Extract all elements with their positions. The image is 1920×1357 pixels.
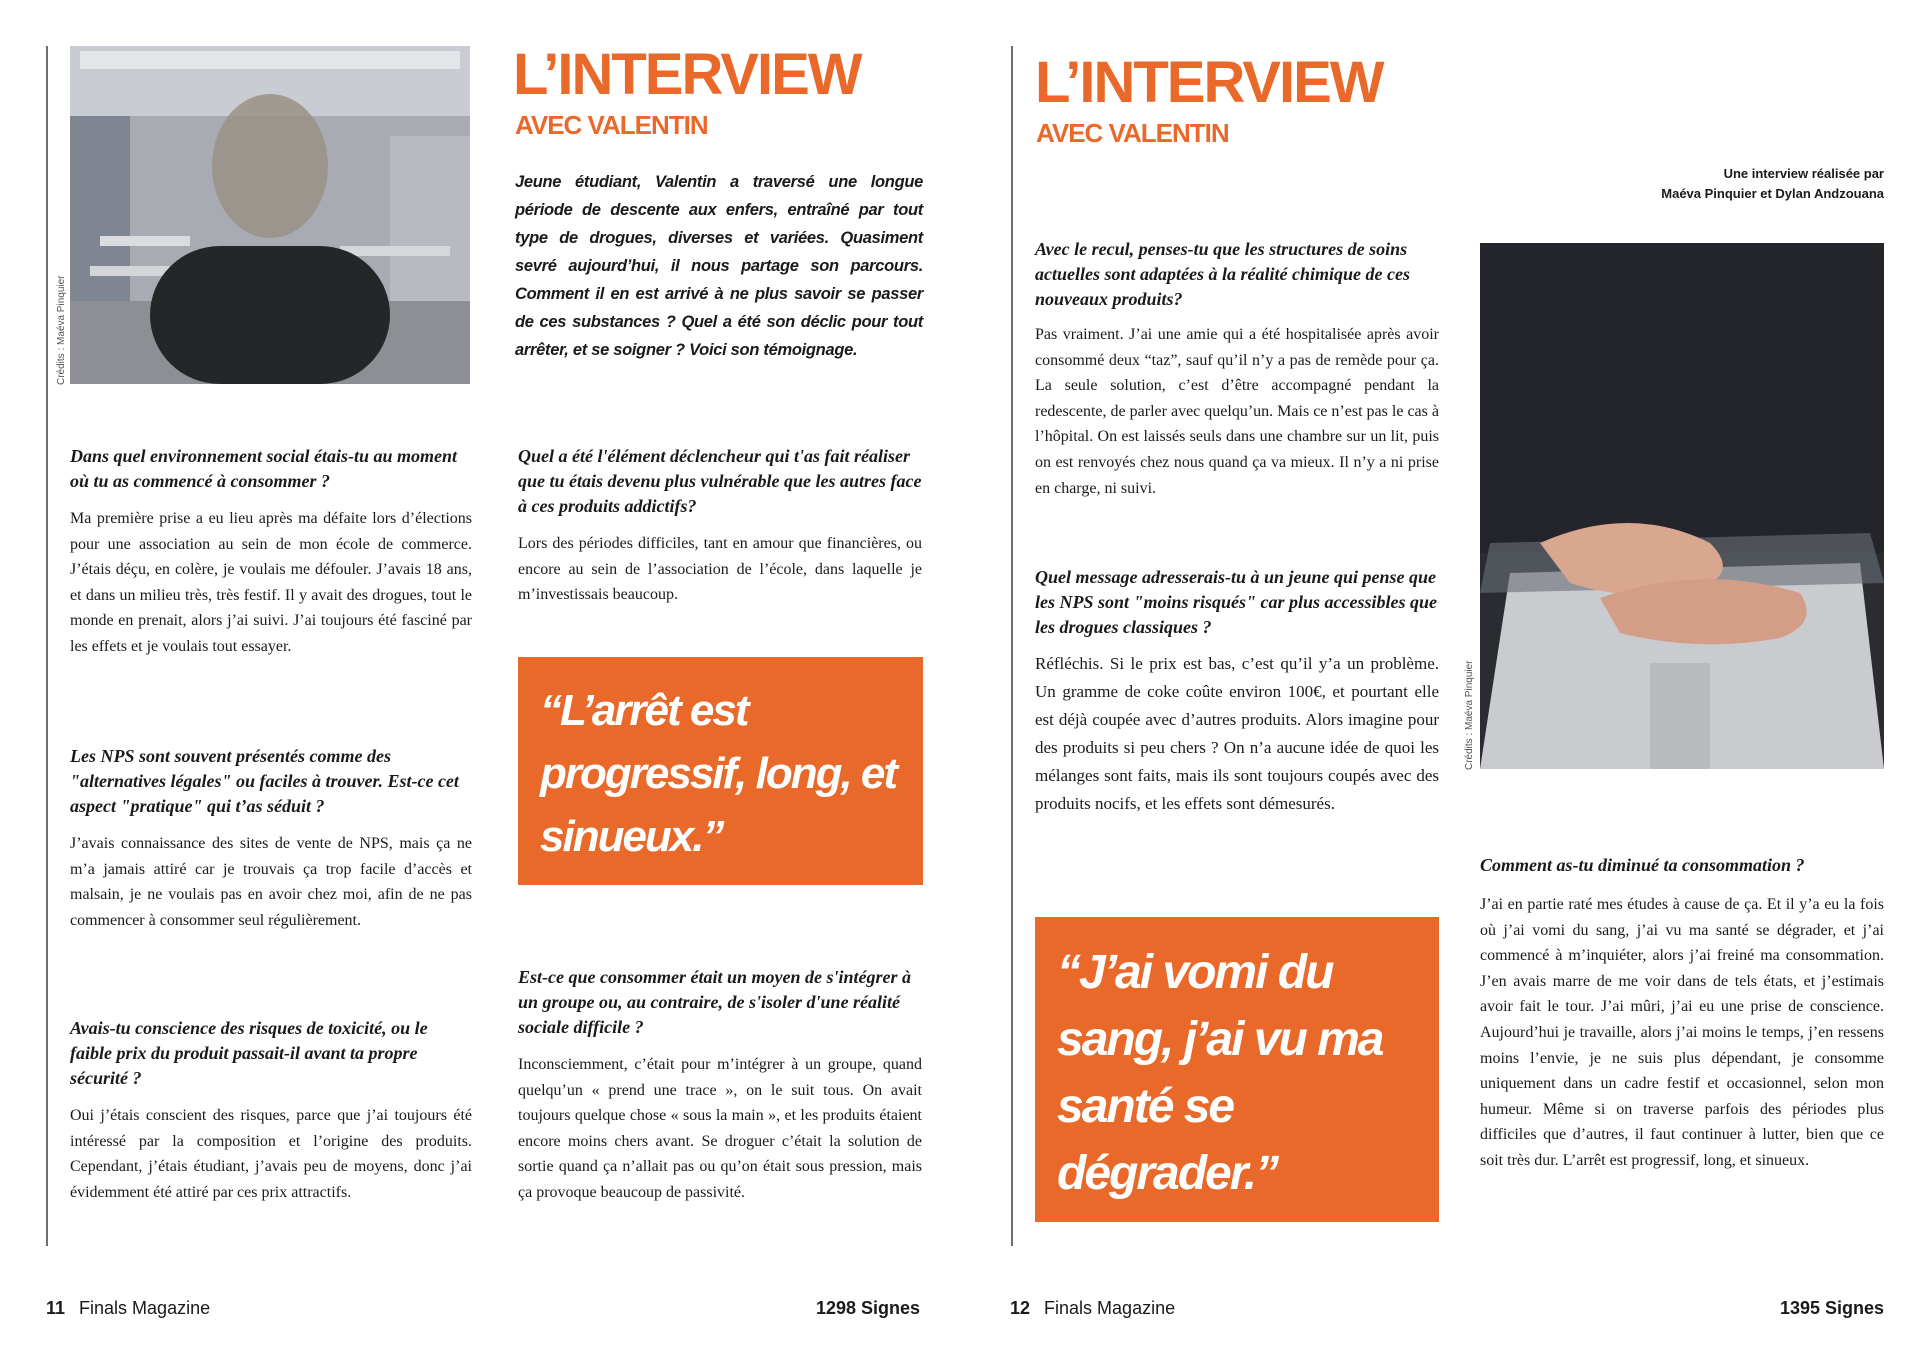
answer: Inconsciemment, c’était pour m’intégrer à un groupe, quand quelqu’un « prend une trace », on le suit tous. On avait toujours quelque chose « sous la main », et les produits étaient encore moins chers avant. Se droguer c’était la solution de sortie quand ça n’allait pas ou qu’on était sous pression, mais ça provoque beaucoup de passivité.	[518, 1056, 922, 1201]
question: Quel a été l'élément déclencheur qui t'as fait réaliser que tu étais devenu plus vulnérable que les autres face à ces produits addictifs?	[518, 446, 922, 516]
right-page-title: L’INTERVIEW	[1035, 50, 1383, 115]
left-col1-block3	[70, 1016, 472, 1205]
right-pull-quote: “J’ai vomi du sang, j’ai vu ma santé se dégrader.”	[1035, 917, 1439, 1222]
question: Est-ce que consommer était un moyen de s'intégrer à un groupe ou, au contraire, de s'isoler d'une réalité sociale difficile ?	[518, 967, 911, 1037]
left-col2-block2	[518, 965, 922, 1206]
left-col2-block1	[518, 444, 922, 608]
left-page-title: L’INTERVIEW	[513, 42, 861, 107]
question: Dans quel environnement social étais-tu au moment où tu as commencé à consommer ?	[70, 446, 458, 491]
left-pull-quote: “L’arrêt est progressif, long, et sinueux.”	[518, 657, 923, 885]
left-photo-credit: Crédits : Maéva Pinquier	[56, 275, 67, 385]
left-page-rule	[46, 46, 48, 1246]
left-sign-count: 1298 Signes	[815, 1298, 920, 1318]
answer: J’avais connaissance des sites de vente de NPS, mais ça ne m’a jamais attiré car je trouvais ça trop facile d’accès et malsain, je ne voulais pas en avoir chez moi, afin de ne pas commencer à consommer seul régulièrement.	[70, 835, 472, 929]
answer: Lors des périodes difficiles, tant en amour que financières, ou encore au sein de l’association de l’école, dans laquelle je m’investissais beaucoup.	[518, 535, 922, 604]
byline-line2: Maéva Pinquier et Dylan Andzouana	[1661, 186, 1884, 201]
question: Les NPS sont souvent présentés comme des "alternatives légales" ou faciles à trouver. Est-ce cet aspect "pratique" qui t’as séduit ?	[70, 746, 459, 816]
left-magazine-name: Finals Magazine	[79, 1298, 211, 1318]
right-col1-block2	[1035, 565, 1439, 818]
answer: Pas vraiment. J’ai une amie qui a été hospitalisée après avoir consommé deux “taz”, sauf qu’il n’y a pas de remède pour ça. La seule solution, c’est d’être accompagné pendant la redescente, de parler avec quelqu’un. Mais ce n’est pas le cas à l’hôpital. On est laissés seuls dans une chambre sur un lit, puis on est renvoyés chez nous quand ça va mieux. Il n’y a ni prise en charge, ni suivi.	[1035, 326, 1439, 497]
right-sign-count: 1395 Signes	[1779, 1298, 1884, 1318]
answer: Réfléchis. Si le prix est bas, c’est qu’il y’a un problème. Un gramme de coke coûte environ 100€, et pourtant elle est déjà coupée avec d’autres produits. Alors imagine pour des produits si peu chers ? On n’a aucune idée de quoi les mélanges sont faits, mais ils sont toujours coupés avec des produits nocifs, et les effets sont démesurés.	[1035, 654, 1439, 813]
question: Quel message adresserais-tu à un jeune qui pense que les NPS sont "moins risqués" car plus accessibles que les drogues classiques ?	[1035, 567, 1438, 637]
left-page-subtitle: AVEC VALENTIN	[515, 110, 708, 140]
answer: Oui j’étais conscient des risques, parce que j’ai toujours été intéressé par la composition et l’origine des produits. Cependant, j’étais étudiant, j’avais peu de moyens, donc j’ai évidemment été attiré par ces prix attractifs.	[70, 1107, 472, 1201]
right-photo-credit: Crédits : Maéva Pinquier	[1464, 660, 1475, 770]
question: Avec le recul, penses-tu que les structures de soins actuelles sont adaptées à la réalité chimique de ces nouveaux produits?	[1035, 239, 1410, 309]
right-col1-block1	[1035, 237, 1439, 501]
right-page-rule	[1011, 46, 1013, 1246]
question: Avais-tu conscience des risques de toxicité, ou le faible prix du produit passait-il avant ta propre sécurité ?	[70, 1018, 428, 1088]
byline-line1: Une interview réalisée par	[1723, 166, 1884, 181]
right-magazine-name: Finals Magazine	[1044, 1298, 1176, 1318]
left-intro: Jeune étudiant, Valentin a traversé une longue période de descente aux enfers, entraîné par tout type de drogues, diverses et variées. Quasiment sevré aujourd’hui, il nous partage son parcours. Comment il en est arrivé à ne plus savoir se passer de ces substances ? Quel a été son déclic pour tout arrêter, et se soigner ? Voici son témoignage.	[515, 173, 923, 359]
question: Comment as-tu diminué ta consommation ?	[1480, 855, 1805, 875]
hands-photo	[1480, 243, 1884, 769]
left-col1-block2	[70, 744, 472, 933]
right-byline	[1460, 164, 1884, 204]
right-col2-block1	[1480, 853, 1884, 1174]
answer: J’ai en partie raté mes études à cause de ça. Et il y’a eu la fois où j’ai vomi du sang, j’ai vu ma santé se dégrader, et j’ai commencé à m’inquiéter, alors j’ai freiné ma consommation. J’en avais marre de me voir dans de tels états, et j’estimais avoir fait le tour. J’ai mûri, j’ai eu une prise de conscience. Aujourd’hui je travaille, alors j’ai moins le temps, j’en ressens moins l’envie, je ne suis plus dépendant, je consomme uniquement dans un cadre festif et occasionnel, selon mon humeur. Même si on traverse parfois des périodes plus difficiles que d’autres, il faut continuer à lutter, bien que ce soit très dur. L’arrêt est progressif, long, et sinueux.	[1480, 896, 1884, 1169]
left-col1	[70, 444, 472, 660]
answer: Ma première prise a eu lieu après ma défaite lors d’élections pour une association au sein de mon école de commerce. J’étais déçu, en colère, je voulais me défouler. J’avais 18 ans, et dans un milieu très, très festif. Il y avait des drogues, tout le monde en prenait, alors j’ai suivi. J’ai toujours été fasciné par les effets et je voulais tout essayer.	[70, 510, 472, 655]
left-footer	[46, 1298, 920, 1319]
classroom-photo	[70, 46, 470, 384]
left-page-number: 11	[46, 1298, 66, 1318]
right-page-subtitle: AVEC VALENTIN	[1036, 118, 1229, 148]
right-footer	[1010, 1298, 1884, 1319]
right-page-number: 12	[1010, 1298, 1031, 1318]
